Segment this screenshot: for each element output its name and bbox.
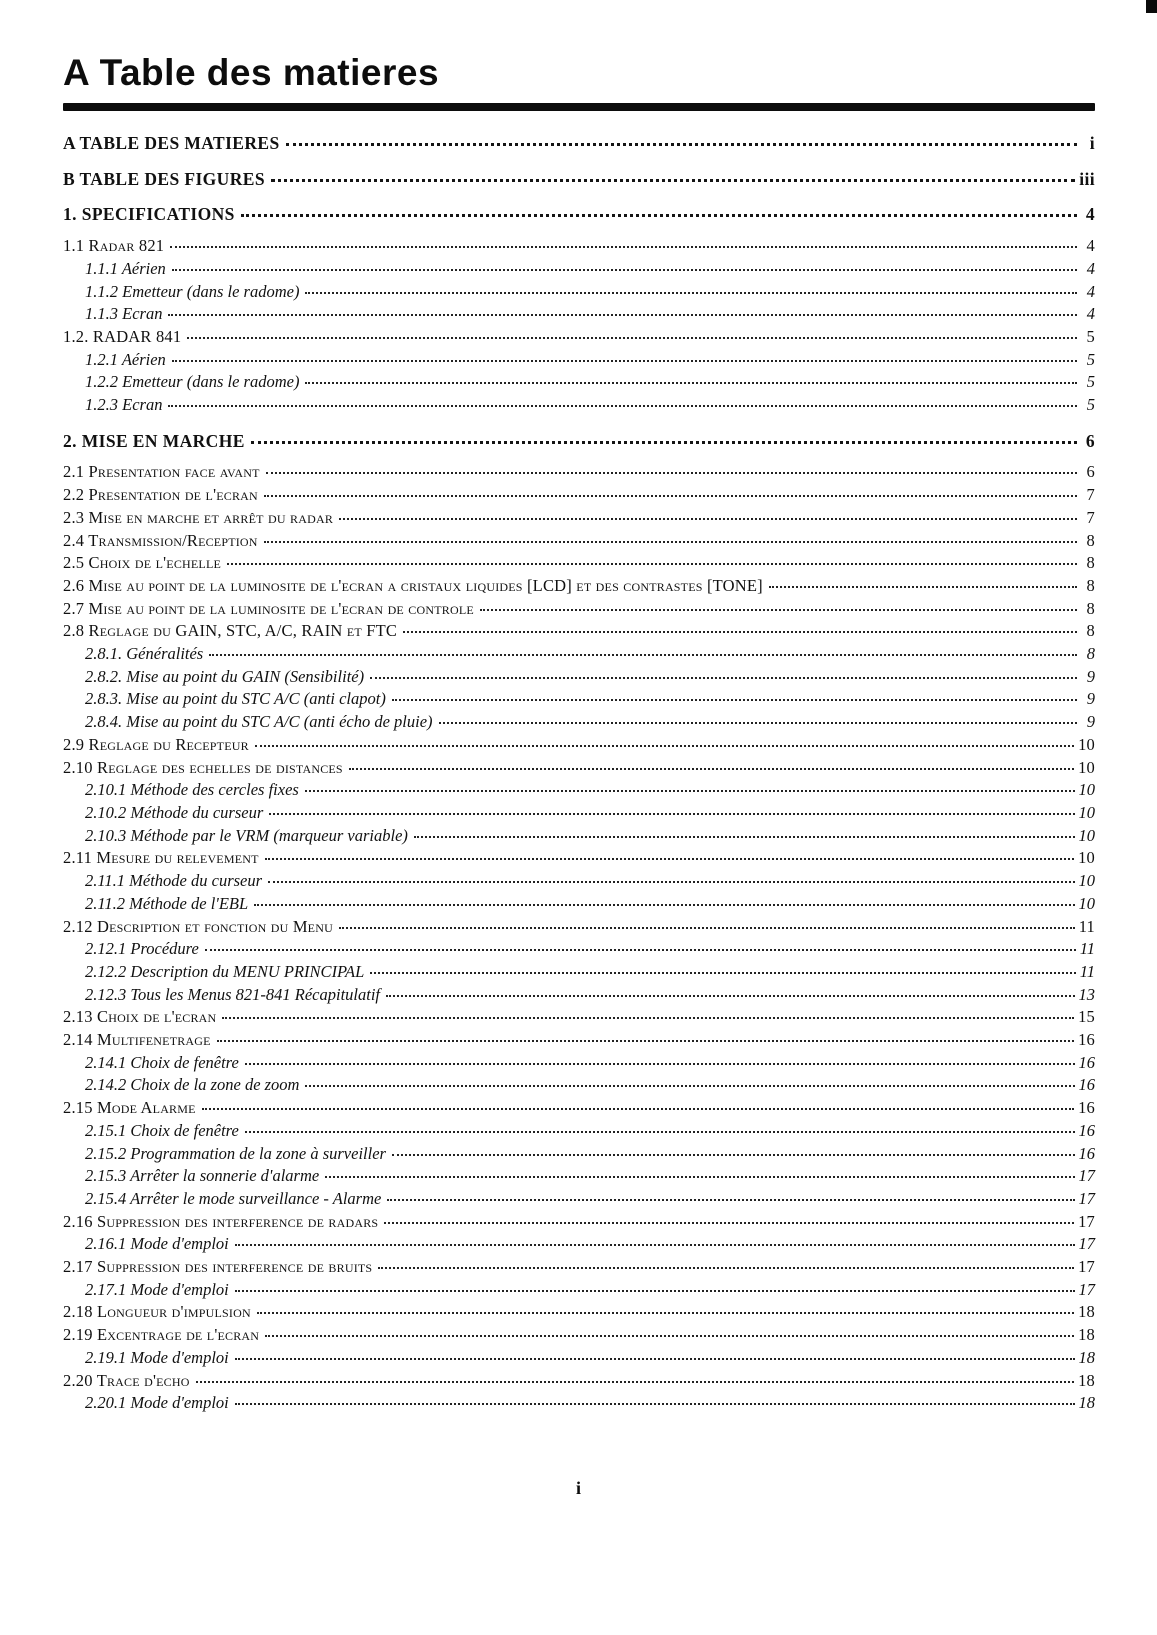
toc-entry: [63, 757, 1095, 780]
toc-entry: [63, 235, 1095, 258]
toc-entry: [63, 203, 1095, 226]
toc-entry-label: 2.15 Mode Alarme: [63, 1098, 196, 1118]
toc-entry-label: 1.1.1 Aérien: [85, 258, 166, 278]
toc-entry-page: 10: [1078, 757, 1095, 777]
toc-entry-page: 8: [1086, 575, 1095, 595]
toc-entry-page: 13: [1078, 984, 1095, 1004]
toc-entry-label: 2.5 Choix de l'echelle: [63, 553, 222, 573]
toc-entry-page: 10: [1078, 802, 1095, 822]
dotted-leader: [172, 269, 1077, 271]
toc-entry-label: 2.14 Multifenetrage: [63, 1030, 211, 1050]
toc-entry-page: 16: [1078, 1052, 1095, 1072]
toc-entry-label: 2.10.1 Méthode des cercles fixes: [85, 780, 299, 800]
dotted-leader: [172, 360, 1077, 362]
toc-entry: [63, 847, 1095, 870]
toc-entry-label: 2.19 Excentrage de l'ecran: [63, 1325, 260, 1345]
toc-entry-label: 2.8 Reglage du GAIN, STC, A/C, RAIN et FTC: [63, 621, 398, 641]
toc-entry-page: 10: [1078, 734, 1095, 754]
dotted-leader: [378, 1267, 1074, 1269]
dotted-leader: [305, 382, 1077, 384]
dotted-leader: [268, 881, 1074, 883]
toc-entry: [63, 1392, 1095, 1415]
scan-artifact-corner: [1146, 0, 1157, 13]
toc-entry: [63, 1256, 1095, 1279]
toc-entry-page: 17: [1078, 1257, 1095, 1277]
toc-entry: [63, 598, 1095, 621]
toc-entry: [63, 371, 1095, 394]
toc-entry-page: 9: [1086, 689, 1095, 709]
toc-entry-page: 6: [1086, 462, 1095, 482]
toc-entry: [63, 666, 1095, 689]
toc-entry-page: 4: [1086, 236, 1095, 256]
dotted-leader: [235, 1403, 1075, 1405]
toc-entry-page: iii: [1079, 168, 1095, 189]
toc-entry-page: 16: [1078, 1120, 1095, 1140]
toc-entry-page: 8: [1086, 644, 1095, 664]
toc-entry-label: 2.2 Presentation de l'ecran: [63, 485, 258, 505]
toc-entry: [63, 1188, 1095, 1211]
toc-entry-label: 2.11 Mesure du relevement: [63, 848, 259, 868]
toc-entry-label: 2.15.4 Arrêter le mode surveillance - Alarme: [85, 1188, 382, 1208]
toc-entry: [63, 1165, 1095, 1188]
dotted-leader: [414, 836, 1075, 838]
toc-entry-label: 2.12.3 Tous les Menus 821-841 Récapitulatif: [85, 984, 381, 1004]
toc-entry-page: 5: [1086, 326, 1095, 346]
toc-entry-label: 2.10.2 Méthode du curseur: [85, 802, 264, 822]
toc-entry-page: 18: [1078, 1347, 1095, 1367]
toc-entry-page: 8: [1086, 553, 1095, 573]
toc-entry: [63, 688, 1095, 711]
toc-entry: [63, 349, 1095, 372]
toc-entry-label: 2.4 Transmission/Reception: [63, 530, 258, 550]
toc-entry: [63, 1301, 1095, 1324]
toc-entry: [63, 1211, 1095, 1234]
toc-entry: [63, 961, 1095, 984]
toc-entry-label: 2.1 Presentation face avant: [63, 462, 260, 482]
toc-entry: [63, 711, 1095, 734]
toc-entry-page: 4: [1086, 304, 1095, 324]
toc-entry-label: 2.13 Choix de l'ecran: [63, 1007, 217, 1027]
toc-entry-page: 6: [1085, 430, 1095, 451]
toc-entry-label: 1.2.3 Ecran: [85, 395, 163, 415]
dotted-leader: [241, 214, 1077, 217]
toc-entry-label: 2.20.1 Mode d'emploi: [85, 1393, 229, 1413]
toc-entry-page: 17: [1078, 1188, 1095, 1208]
toc-entry-label: 1. SPECIFICATIONS: [63, 204, 235, 225]
toc-entry-page: 11: [1079, 939, 1095, 959]
toc-entry: [63, 303, 1095, 326]
toc-entry-page: 7: [1086, 485, 1095, 505]
dotted-leader: [480, 609, 1077, 611]
toc-entry-page: 10: [1078, 871, 1095, 891]
toc-entry: [63, 1233, 1095, 1256]
toc-entry-label: 2.8.1. Généralités: [85, 644, 204, 664]
toc-entry-label: 2.6 Mise au point de la luminosite de l'ecran a cristaux liquides [LCD] et des contrastes [TONE]: [63, 575, 763, 595]
dotted-leader: [187, 337, 1077, 339]
dotted-leader: [264, 541, 1077, 543]
toc-entry-page: 8: [1086, 621, 1095, 641]
toc-entry-label: 2.12.1 Procédure: [85, 939, 199, 959]
toc-entry-label: 1.1.3 Ecran: [85, 304, 163, 324]
toc-entry-page: 4: [1085, 204, 1095, 225]
toc-entry: [63, 1006, 1095, 1029]
toc-entry-page: 7: [1086, 507, 1095, 527]
toc-entry: [63, 430, 1095, 453]
dotted-leader: [254, 904, 1074, 906]
dotted-leader: [168, 314, 1077, 316]
toc-entry-page: 16: [1078, 1098, 1095, 1118]
toc-entry-page: 17: [1078, 1279, 1095, 1299]
dotted-leader: [325, 1176, 1074, 1178]
toc-entry-label: 2.20 Trace d'echo: [63, 1370, 190, 1390]
dotted-leader: [384, 1222, 1074, 1224]
page-title: A Table des matieres: [63, 52, 440, 93]
toc-entry-page: 5: [1086, 372, 1095, 392]
toc-entry-page: 17: [1078, 1166, 1095, 1186]
toc-entry: [63, 552, 1095, 575]
toc-entry-label: 2.12 Description et fonction du Menu: [63, 916, 333, 936]
toc-entry-page: 18: [1078, 1393, 1095, 1413]
dotted-leader: [439, 722, 1077, 724]
toc-entry: [63, 575, 1095, 598]
dotted-leader: [305, 790, 1075, 792]
dotted-leader: [196, 1381, 1074, 1383]
toc-entry-page: 16: [1078, 1143, 1095, 1163]
toc-entry: [63, 620, 1095, 643]
toc-entry-label: A TABLE DES MATIERES: [63, 133, 280, 153]
toc-entry-page: 4: [1086, 281, 1095, 301]
toc-entry-page: 17: [1078, 1234, 1095, 1254]
toc-entry: [63, 938, 1095, 961]
dotted-leader: [339, 518, 1077, 520]
dotted-leader: [235, 1358, 1075, 1360]
dotted-leader: [170, 246, 1077, 248]
toc-entry-page: 16: [1078, 1075, 1095, 1095]
dotted-leader: [235, 1290, 1075, 1292]
dotted-leader: [265, 1335, 1074, 1337]
toc-entry-label: 2.17.1 Mode d'emploi: [85, 1279, 229, 1299]
dotted-leader: [217, 1040, 1074, 1042]
toc-entry: [63, 1029, 1095, 1052]
dotted-leader: [339, 927, 1075, 929]
toc-list: [63, 132, 1095, 1415]
toc-entry-page: 5: [1086, 395, 1095, 415]
toc-entry: [63, 870, 1095, 893]
toc-entry: [63, 825, 1095, 848]
dotted-leader: [305, 292, 1077, 294]
toc-entry: [63, 1279, 1095, 1302]
toc-entry-label: 1.2.1 Aérien: [85, 349, 166, 369]
toc-entry-page: 10: [1078, 780, 1095, 800]
dotted-leader: [266, 472, 1077, 474]
dotted-leader: [286, 143, 1077, 146]
toc-entry: [63, 734, 1095, 757]
dotted-leader: [265, 858, 1074, 860]
dotted-leader: [305, 1085, 1074, 1087]
toc-entry-label: 1.1.2 Emetteur (dans le radome): [85, 281, 300, 301]
toc-entry: [63, 281, 1095, 304]
dotted-leader: [227, 563, 1077, 565]
dotted-leader: [168, 405, 1077, 407]
toc-entry-label: 2.3 Mise en marche et arrêt du radar: [63, 507, 334, 527]
toc-entry-page: 9: [1086, 666, 1095, 686]
toc-entry-label: 2.10.3 Méthode par le VRM (marqueur variable): [85, 825, 408, 845]
toc-entry-page: 10: [1078, 893, 1095, 913]
dotted-leader: [392, 1154, 1075, 1156]
toc-entry: [63, 258, 1095, 281]
toc-entry-label: 2.15.2 Programmation de la zone à surveiller: [85, 1143, 386, 1163]
toc-entry-page: 10: [1078, 825, 1095, 845]
toc-entry: [63, 132, 1095, 155]
toc-entry-label: 2.11.2 Méthode de l'EBL: [85, 893, 249, 913]
toc-entry: [63, 1324, 1095, 1347]
toc-entry-label: B TABLE DES FIGURES: [63, 168, 265, 189]
dotted-leader: [202, 1108, 1074, 1110]
toc-entry-label: 2.16 Suppression des interference de radars: [63, 1211, 379, 1231]
toc-entry-page: 8: [1086, 530, 1095, 550]
dotted-leader: [264, 495, 1077, 497]
toc-entry: [63, 168, 1095, 191]
dotted-leader: [370, 972, 1075, 974]
toc-entry: [63, 507, 1095, 530]
toc-entry-label: 1.2.2 Emetteur (dans le radome): [85, 372, 300, 392]
dotted-leader: [386, 995, 1074, 997]
dotted-leader: [370, 677, 1077, 679]
toc-entry: [63, 779, 1095, 802]
toc-entry: [63, 893, 1095, 916]
title-rule: [63, 103, 1095, 111]
toc-entry: [63, 916, 1095, 939]
toc-entry-label: 2.12.2 Description du MENU PRINCIPAL: [85, 961, 365, 981]
toc-entry-label: 2.8.3. Mise au point du STC A/C (anti clapot): [85, 689, 386, 709]
toc-entry-page: 18: [1078, 1370, 1095, 1390]
toc-entry: [63, 484, 1095, 507]
dotted-leader: [271, 179, 1075, 182]
dotted-leader: [349, 768, 1074, 770]
toc-entry-label: 2.8.2. Mise au point du GAIN (Sensibilité): [85, 666, 365, 686]
toc-entry: [63, 643, 1095, 666]
dotted-leader: [255, 745, 1074, 747]
toc-entry-label: 2.16.1 Mode d'emploi: [85, 1234, 229, 1254]
dotted-leader: [269, 813, 1074, 815]
dotted-leader: [257, 1312, 1074, 1314]
toc-entry-label: 2.11.1 Méthode du curseur: [85, 871, 263, 891]
toc-entry-page: 11: [1079, 961, 1095, 981]
toc-entry-page: 18: [1078, 1302, 1095, 1322]
toc-entry: [63, 394, 1095, 417]
toc-entry-page: 4: [1086, 258, 1095, 278]
toc-entry-page: 9: [1086, 712, 1095, 732]
dotted-leader: [403, 631, 1077, 633]
toc-entry-label: 2.14.2 Choix de la zone de zoom: [85, 1075, 300, 1095]
toc-entry-label: 2.7 Mise au point de la luminosite de l'ecran de controle: [63, 598, 474, 618]
toc-entry-page: 17: [1078, 1211, 1095, 1231]
toc-entry-label: 1.2. RADAR 841: [63, 326, 182, 346]
toc-entry: [63, 1120, 1095, 1143]
toc-entry: [63, 1052, 1095, 1075]
dotted-leader: [245, 1063, 1075, 1065]
toc-entry-page: 8: [1086, 598, 1095, 618]
toc-entry: [63, 1370, 1095, 1393]
toc-entry-label: 2.15.3 Arrêter la sonnerie d'alarme: [85, 1166, 320, 1186]
toc-entry-label: 2.19.1 Mode d'emploi: [85, 1347, 229, 1367]
toc-entry-label: 2. MISE EN MARCHE: [63, 430, 245, 451]
toc-entry-page: 15: [1078, 1007, 1095, 1027]
toc-entry-label: 2.17 Suppression des interference de bruits: [63, 1257, 373, 1277]
toc-entry-label: 1.1 Radar 821: [63, 236, 165, 256]
toc-entry-page: 16: [1078, 1030, 1095, 1050]
toc-entry-page: 18: [1078, 1325, 1095, 1345]
dotted-leader: [769, 586, 1077, 588]
dotted-leader: [387, 1199, 1074, 1201]
dotted-leader: [245, 1131, 1075, 1133]
dotted-leader: [235, 1244, 1075, 1246]
dotted-leader: [251, 441, 1077, 444]
toc-entry: [63, 461, 1095, 484]
toc-entry: [63, 1143, 1095, 1166]
dotted-leader: [222, 1017, 1074, 1019]
toc-entry-label: 2.15.1 Choix de fenêtre: [85, 1120, 239, 1140]
toc-entry-label: 2.14.1 Choix de fenêtre: [85, 1052, 239, 1072]
toc-entry-label: 2.18 Longueur d'impulsion: [63, 1302, 251, 1322]
dotted-leader: [209, 654, 1077, 656]
toc-entry: [63, 1097, 1095, 1120]
toc-entry-page: 10: [1078, 848, 1095, 868]
toc-entry-label: 2.9 Reglage du Recepteur: [63, 734, 249, 754]
toc-entry: [63, 530, 1095, 553]
toc-entry: [63, 326, 1095, 349]
toc-entry: [63, 1074, 1095, 1097]
toc-entry: [63, 984, 1095, 1007]
dotted-leader: [392, 699, 1077, 701]
toc-entry-page: 5: [1086, 349, 1095, 369]
toc-entry: [63, 1347, 1095, 1370]
toc-entry-page: 11: [1078, 916, 1095, 936]
dotted-leader: [205, 949, 1076, 951]
toc-entry: [63, 802, 1095, 825]
footer-page-number: i: [575, 1478, 581, 1498]
toc-entry-label: 2.10 Reglage des echelles de distances: [63, 757, 343, 777]
toc-entry-label: 2.8.4. Mise au point du STC A/C (anti écho de pluie): [85, 712, 433, 732]
toc-entry-page: i: [1089, 133, 1095, 153]
